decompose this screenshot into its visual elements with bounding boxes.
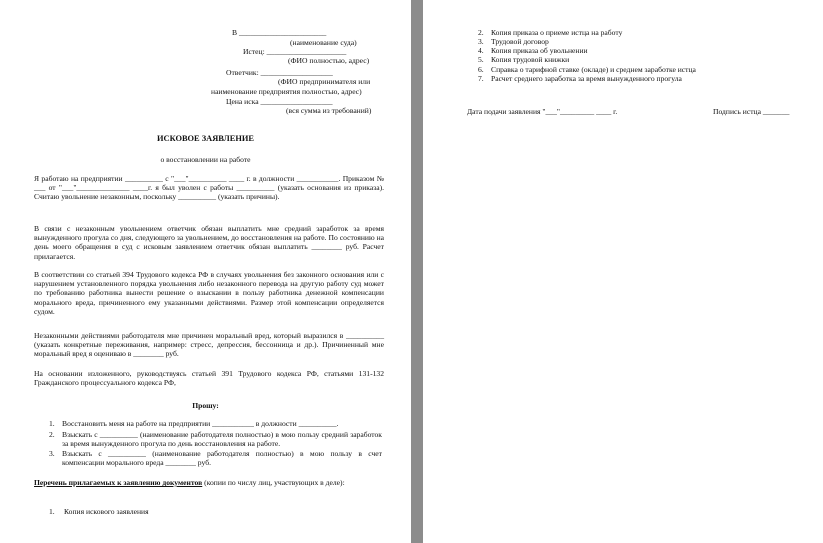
attachment-number: 3. <box>478 37 484 46</box>
plaintiff-line: Истец: _____________________ <box>243 47 347 56</box>
request-heading: Прошу: <box>192 401 219 410</box>
paragraph-article-394: В соответствии со статьей 394 Трудового кодекса РФ в случаях увольнения без законного основания или с нарушением установленного порядка увольнения либо незаконного перевода на другую работу суд может по требованию работника вынести решение о взыскании в пользу работника денежной компенсации морального вреда, причиненного ему указанными действиями. Размер этой компенсации определяется судом. <box>34 270 384 316</box>
request-number: 2. <box>49 430 55 439</box>
attachment-number: 1. <box>49 507 55 516</box>
attachment-item <box>478 46 798 55</box>
paragraph-forced-absence: В связи с незаконным увольнением ответчик обязан выплатить мне средний заработок за время вынужденного прогула со дня, следующего за увольнением, до восстановления на работе. По состоянию на день моего обращения в суд с исковым заявлением ответчик обязан выплатить ________ руб. Расчет прилагается. <box>34 224 384 261</box>
price-line: Цена иска ___________________ <box>226 97 333 106</box>
document-page-2 <box>423 0 823 543</box>
attachment-text: Копия трудовой книжки <box>491 55 570 64</box>
attachment-item <box>478 55 798 64</box>
attachment-number: 4. <box>478 46 484 55</box>
price-hint: (вся сумма из требований) <box>286 106 372 115</box>
attachment-item <box>478 37 798 46</box>
attachment-number: 5. <box>478 55 484 64</box>
attachment-number: 7. <box>478 74 484 83</box>
request-item <box>49 449 384 469</box>
attachment-text: Расчет среднего заработка за время вынужденного прогула <box>491 74 682 83</box>
attachment-item <box>478 65 798 74</box>
attachment-text: Справка о тарифной ставке (окладе) и среднем заработке истца <box>491 65 696 74</box>
request-text: Взыскать с __________ (наименование работодателя полностью) в мою пользу средний заработок за время вынужденного прогула по день восстановления на работе. <box>62 430 382 448</box>
paragraph-legal-basis: На основании изложенного, руководствуясь статьей 391 Трудового кодекса РФ, статьями 131-132 Гражданского процессуального кодекса РФ, <box>34 369 384 388</box>
attachment-text: Копия приказа о приеме истца на работу <box>491 28 623 37</box>
plaintiff-hint: (ФИО полностью, адрес) <box>288 56 370 65</box>
paragraph-moral-damage: Незаконными действиями работодателя мне причинен моральный вред, который выразился в __________ (указать конкретные переживания, например: стресс, депрессия, бессонница и др.). Причиненный мне моральный вред я оцениваю в ________ руб. <box>34 331 384 359</box>
attachments-note: (копии по числу лиц, участвующих в деле): <box>202 478 345 487</box>
attachment-text: Копия искового заявления <box>64 507 149 516</box>
attachment-text: Копия приказа об увольнении <box>491 46 588 55</box>
document-title: ИСКОВОЕ ЗАЯВЛЕНИЕ <box>157 134 254 143</box>
attachments-block <box>34 478 384 487</box>
paragraph-employment: Я работаю на предприятии __________ с "___"__________ ____ г. в должности ___________. Приказом № ___ от "___"______________ ____г. я был уволен с работы __________ (указать основания из приказа). Считаю увольнение незаконным, поскольку __________ (указать причины). <box>34 174 384 202</box>
attachment-item <box>478 28 798 37</box>
court-hint: (наименование суда) <box>290 38 357 47</box>
attachment-item <box>49 507 384 517</box>
request-text: Взыскать с __________ (наименование работодателя полностью) в мою пользу в счет компенсации морального вреда ________ руб. <box>62 449 382 467</box>
plaintiff-signature: Подпись истца _______ <box>713 107 790 116</box>
attachment-number: 2. <box>478 28 484 37</box>
defendant-hint-2: наименование предприятия полностью, адрес) <box>211 87 362 96</box>
defendant-hint-1: (ФИО предпринимателя или <box>278 77 371 86</box>
request-text: Восстановить меня на работе на предприятии ___________ в должности __________. <box>62 419 339 428</box>
court-line: В _______________________ <box>232 28 327 37</box>
defendant-line: Ответчик: ___________________ <box>226 68 333 77</box>
attachment-item <box>478 74 798 83</box>
submission-date: Дата подачи заявления "___"_________ ____ г. <box>467 107 618 116</box>
attachment-number: 6. <box>478 65 484 74</box>
attachments-heading: Перечень прилагаемых к заявлению документов <box>34 478 203 487</box>
attachment-text: Трудовой договор <box>491 37 549 46</box>
request-number: 3. <box>49 449 55 458</box>
request-number: 1. <box>49 419 55 428</box>
request-item <box>49 419 384 429</box>
document-subtitle: о восстановлении на работе <box>160 155 251 164</box>
document-page-1 <box>0 0 411 543</box>
request-item <box>49 430 384 450</box>
